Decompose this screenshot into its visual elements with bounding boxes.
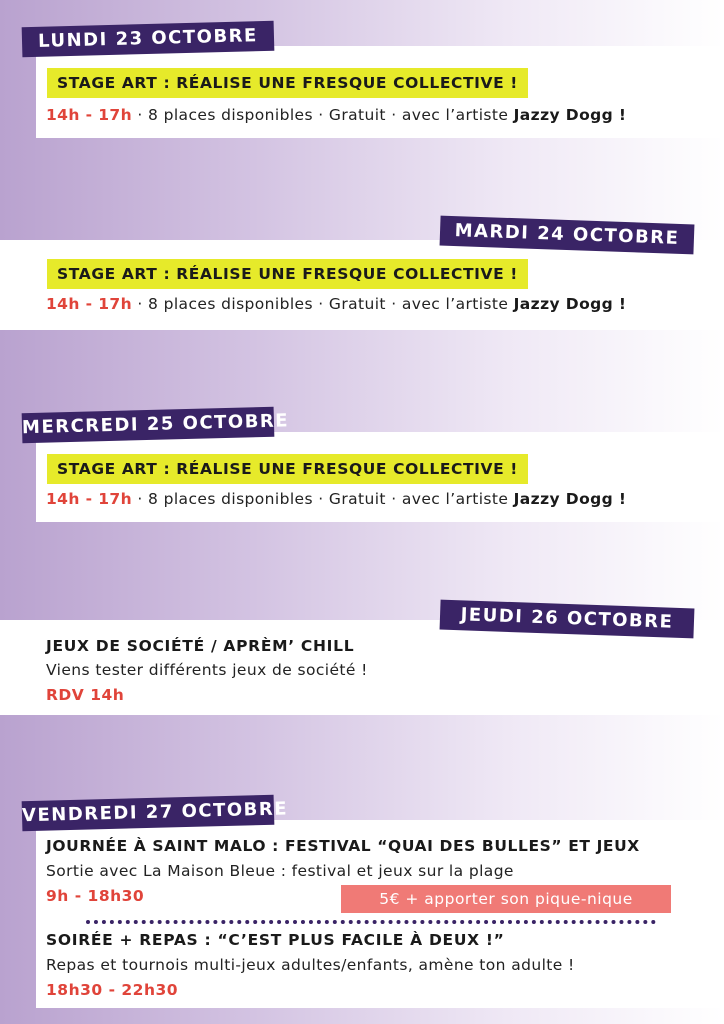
event-info [46,106,626,124]
event-info [46,295,626,313]
event-time: RDV 14h [46,686,125,704]
event-details: · 8 places disponibles · Gratuit · avec l’artiste [132,106,514,124]
event-description: Sortie avec La Maison Bleue : festival et jeux sur la plage [46,862,514,880]
day-banner: MARDI 24 OCTOBRE [440,216,695,255]
event-time: 14h - 17h [46,295,133,313]
day-banner: VENDREDI 27 OCTOBRE [22,795,275,832]
event-time: 14h - 17h [46,490,133,508]
event-description: Viens tester différents jeux de société ! [46,661,368,679]
event-info [46,490,626,508]
event-title: JOURNÉE À SAINT MALO : FESTIVAL “QUAI DES BULLES” ET JEUX [46,837,640,855]
event-description: Repas et tournois multi-jeux adultes/enfants, amène ton adulte ! [46,956,575,974]
day-banner: JEUDI 26 OCTOBRE [440,600,695,639]
event-title: SOIRÉE + REPAS : “C’EST PLUS FACILE À DEUX !” [46,931,505,949]
event-details: · 8 places disponibles · Gratuit · avec l’artiste [132,295,514,313]
day-banner: LUNDI 23 OCTOBRE [22,21,275,58]
event-title: JEUX DE SOCIÉTÉ / APRÈM’ CHILL [46,637,355,655]
activity-highlight: STAGE ART : RÉALISE UNE FRESQUE COLLECTIVE ! [47,259,528,289]
artist-name: Jazzy Dogg ! [513,490,627,508]
event-details: · 8 places disponibles · Gratuit · avec l’artiste [132,490,514,508]
event-time: 9h - 18h30 [46,887,145,905]
artist-name: Jazzy Dogg ! [513,295,627,313]
price-badge: 5€ + apporter son pique-nique [341,885,671,913]
activity-highlight: STAGE ART : RÉALISE UNE FRESQUE COLLECTIVE ! [47,454,528,484]
day-banner: MERCREDI 25 OCTOBRE [22,407,275,444]
event-time: 18h30 - 22h30 [46,981,179,999]
dotted-divider [86,920,656,924]
activity-highlight: STAGE ART : RÉALISE UNE FRESQUE COLLECTIVE ! [47,68,528,98]
event-time: 14h - 17h [46,106,133,124]
artist-name: Jazzy Dogg ! [513,106,627,124]
